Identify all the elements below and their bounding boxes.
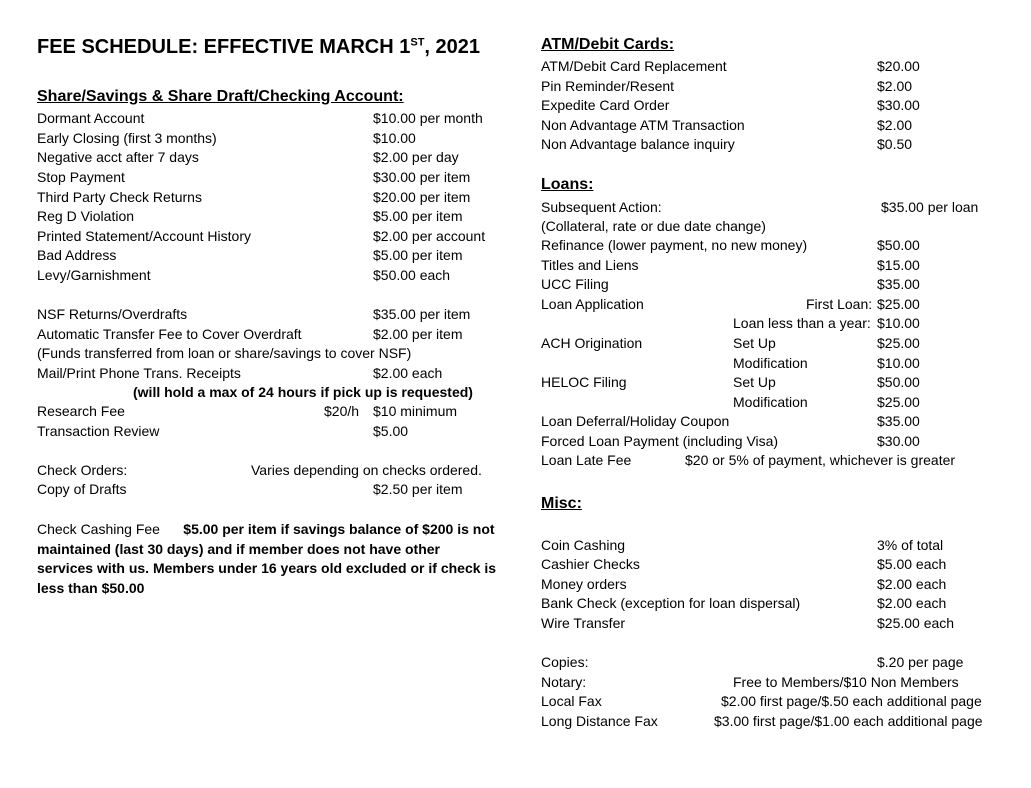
- check-cashing-paragraph: Check Cashing Fee $5.00 per item if savings balance of $200 is not maintained (last 30 days) and if member does not have other services with us. Members under 16 years old excluded or if check is less than $50.00: [37, 521, 497, 597]
- loans-heading: Loans:: [541, 176, 594, 193]
- atm-heading: ATM/Debit Cards:: [541, 36, 675, 53]
- page-title: FEE SCHEDULE: EFFECTIVE MARCH 1ST, 2021: [37, 36, 481, 58]
- share-heading: Share/Savings & Share Draft/Checking Account:: [37, 88, 404, 105]
- misc-heading: Misc:: [541, 495, 582, 512]
